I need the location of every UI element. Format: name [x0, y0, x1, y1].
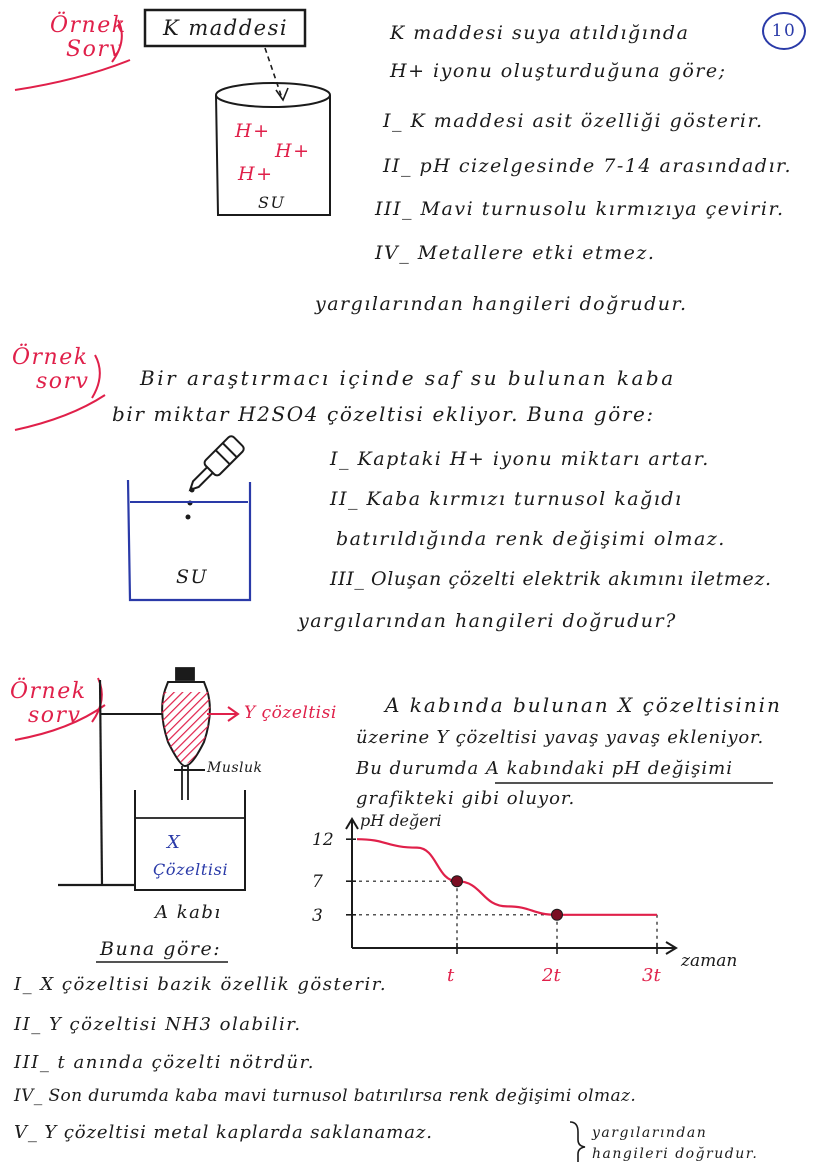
q2-item-1: I_ Kaptaki H+ iyonu miktarı artar.: [330, 448, 710, 470]
q3-stem-2: üzerine Y çözeltisi yavaş yavaş ekleniyor.: [356, 727, 764, 748]
q2-question: yargılarından hangileri doğrudur?: [298, 610, 677, 632]
q2-beaker-label: SU: [176, 566, 209, 588]
q3-stem-3: Bu durumda A kabındaki pH değişimi: [356, 758, 733, 779]
x-solution-word: Çözeltisi: [153, 860, 229, 879]
x-tick-label: 3t: [642, 965, 661, 986]
q1-item-1: I_ K maddesi asit özelliği gösterir.: [383, 110, 764, 132]
y-solution-label: Y çözeltisi: [244, 703, 337, 723]
q1-ion-3: H+: [238, 163, 274, 185]
q1-box-text: K maddesi: [163, 16, 289, 40]
q1-item-3: III_ Mavi turnusolu kırmızıya çevirir.: [375, 198, 785, 220]
stopcock-label: Musluk: [207, 760, 263, 776]
q2-label: Örnek sorv: [12, 345, 90, 394]
q3-item-1: I_ X çözeltisi bazik özellik gösterir.: [14, 974, 388, 995]
q1-beaker-label: SU: [258, 193, 286, 212]
x-tick-label: 2t: [542, 965, 561, 986]
brace-icon: [570, 1122, 585, 1162]
ph-curve: [357, 839, 657, 915]
stand-rod: [100, 680, 102, 885]
q1-ion-1: H+: [235, 120, 271, 142]
q1-item-4: IV_ Metallere etki etmez.: [375, 242, 656, 264]
q1-item-2: II_ pH cizelgesinde 7-14 arasındadır.: [383, 155, 793, 177]
q3-label: Örnek sorv: [10, 679, 87, 728]
q3-stem-1: A kabında bulunan X çözeltisinin: [385, 693, 782, 717]
funnel-liquid: [162, 692, 211, 764]
dropper-icon: [183, 435, 245, 497]
q2-item-2: II_ Kaba kırmızı turnusol kağıdı: [330, 488, 683, 510]
q1-question: yargılarından hangileri doğrudur.: [315, 293, 688, 315]
q2-label-bracket: [92, 355, 100, 398]
q3-item-4: IV_ Son durumda kaba mavi turnusol batırılırsa renk değişimi olmaz.: [14, 1086, 637, 1106]
y-axis-label: pH değeri: [360, 811, 442, 830]
q3-question-2: hangileri doğrudur.: [592, 1146, 759, 1162]
funnel-stopper: [176, 668, 194, 680]
q3-stem-4: grafikteki gibi oluyor.: [356, 788, 576, 809]
page-number: 10: [762, 12, 806, 50]
q1-stem-2: H+ iyonu oluşturduğuna göre;: [390, 60, 727, 82]
marked-point: [552, 909, 563, 920]
marked-point: [452, 876, 463, 887]
drop-3: [186, 515, 191, 520]
q1-label: Örnek Sorv: [50, 13, 127, 62]
q1-beaker-top: [216, 83, 330, 107]
q1-label-underline: [15, 60, 130, 90]
y-tick-label: 12: [312, 830, 334, 851]
q3-lead: Buna göre:: [100, 938, 222, 960]
q2-stem-1: Bir araştırmacı içinde saf su bulunan kaba: [140, 366, 676, 390]
q1-dashed-arrow: [265, 48, 282, 98]
y-tick-label: 7: [312, 872, 323, 893]
q3-item-5: V_ Y çözeltisi metal kaplarda saklanamaz.: [14, 1122, 433, 1143]
q2-item-3: III_ Oluşan çözelti elektrik akımını iletmez.: [330, 568, 772, 590]
x-axis-label: zaman: [681, 951, 738, 971]
x-tick-label: t: [447, 965, 455, 986]
beaker-caption: A kabı: [155, 902, 222, 923]
ph-chart: [312, 811, 737, 986]
q1-stem-1: K maddesi suya atıldığında: [390, 22, 690, 44]
q2-label-underline: [15, 395, 105, 430]
q2-item-2b: batırıldığında renk değişimi olmaz.: [336, 528, 726, 550]
arrow-head-icon: [276, 88, 288, 100]
q3-item-3: III_ t anında çözelti nötrdür.: [14, 1052, 315, 1073]
y-tick-label: 3: [312, 905, 323, 926]
q3-item-2: II_ Y çözeltisi NH3 olabilir.: [14, 1014, 302, 1035]
q2-stem-2: bir miktar H2SO4 çözeltisi ekliyor. Buna göre:: [112, 402, 655, 426]
q3-question-1: yargılarından: [592, 1125, 708, 1141]
drop-1: [190, 488, 195, 493]
x-solution-label: X: [167, 832, 182, 853]
q1-ion-2: H+: [275, 140, 311, 162]
